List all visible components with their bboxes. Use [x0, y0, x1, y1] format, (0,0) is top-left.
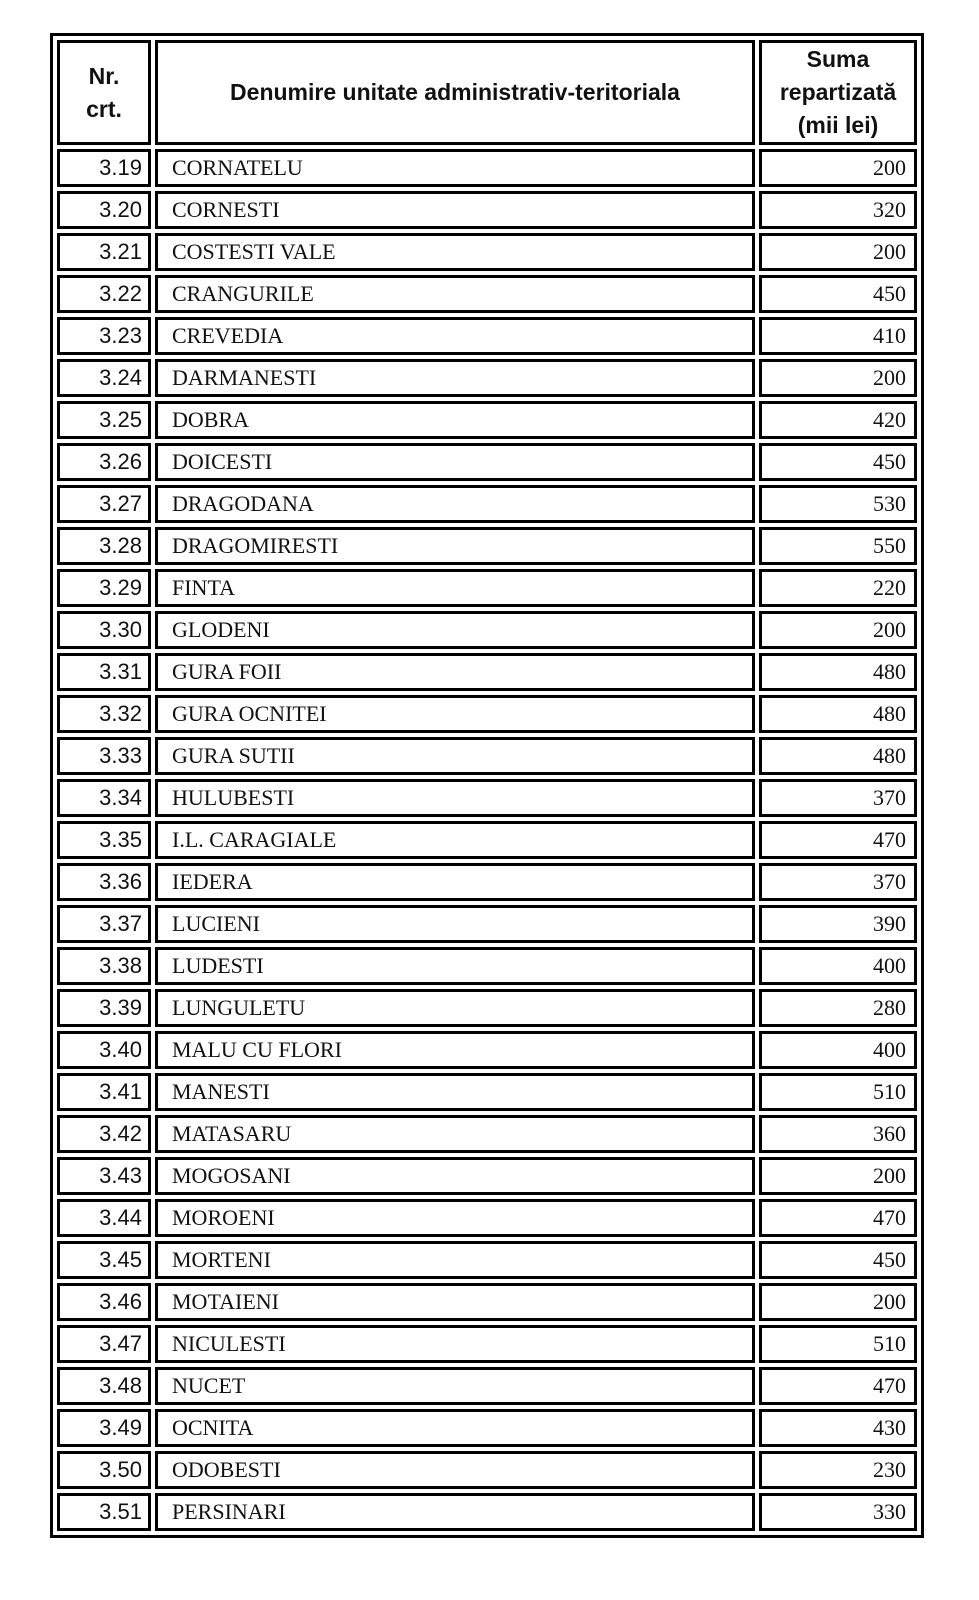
table-row	[57, 485, 917, 523]
row-nr: 3.22	[57, 275, 151, 313]
row-nr: 3.21	[57, 233, 151, 271]
row-nr: 3.40	[57, 1031, 151, 1069]
row-nr: 3.27	[57, 485, 151, 523]
row-name: OCNITA	[155, 1409, 755, 1447]
table-row	[57, 863, 917, 901]
row-sum: 480	[759, 695, 917, 733]
row-sum: 200	[759, 611, 917, 649]
row-name: CRANGURILE	[155, 275, 755, 313]
row-name: DOICESTI	[155, 443, 755, 481]
table-body	[57, 149, 917, 1531]
row-name: PERSINARI	[155, 1493, 755, 1531]
row-nr: 3.38	[57, 947, 151, 985]
row-nr: 3.20	[57, 191, 151, 229]
allocation-table	[50, 33, 924, 1538]
table-row	[57, 1325, 917, 1363]
row-name: CORNESTI	[155, 191, 755, 229]
table-row	[57, 443, 917, 481]
row-nr: 3.41	[57, 1073, 151, 1111]
row-sum: 430	[759, 1409, 917, 1447]
row-nr: 3.42	[57, 1115, 151, 1153]
row-sum: 480	[759, 653, 917, 691]
row-sum: 510	[759, 1073, 917, 1111]
row-name: FINTA	[155, 569, 755, 607]
row-nr: 3.33	[57, 737, 151, 775]
row-nr: 3.45	[57, 1241, 151, 1279]
row-name: MORTENI	[155, 1241, 755, 1279]
row-sum: 480	[759, 737, 917, 775]
header-sum-line2: repartizată	[779, 79, 897, 105]
table-row	[57, 1283, 917, 1321]
row-name: I.L. CARAGIALE	[155, 821, 755, 859]
row-sum: 320	[759, 191, 917, 229]
row-nr: 3.26	[57, 443, 151, 481]
row-nr: 3.47	[57, 1325, 151, 1363]
row-sum: 390	[759, 905, 917, 943]
table-row	[57, 401, 917, 439]
header-denumire: Denumire unitate administrativ-teritoriala	[155, 40, 755, 145]
row-nr: 3.32	[57, 695, 151, 733]
row-sum: 450	[759, 275, 917, 313]
row-name: DRAGOMIRESTI	[155, 527, 755, 565]
table-row	[57, 149, 917, 187]
table-row	[57, 569, 917, 607]
row-sum: 470	[759, 1367, 917, 1405]
table-row	[57, 1157, 917, 1195]
row-name: GURA FOII	[155, 653, 755, 691]
table-row	[57, 1493, 917, 1531]
table-row	[57, 275, 917, 313]
row-name: IEDERA	[155, 863, 755, 901]
row-nr: 3.29	[57, 569, 151, 607]
row-sum: 450	[759, 1241, 917, 1279]
row-nr: 3.30	[57, 611, 151, 649]
header-sum-line3: (mii lei)	[797, 112, 879, 138]
row-name: ODOBESTI	[155, 1451, 755, 1489]
row-name: DARMANESTI	[155, 359, 755, 397]
row-name: MOROENI	[155, 1199, 755, 1237]
row-nr: 3.25	[57, 401, 151, 439]
header-suma	[759, 40, 917, 145]
row-nr: 3.35	[57, 821, 151, 859]
row-nr: 3.43	[57, 1157, 151, 1195]
table-row	[57, 611, 917, 649]
row-sum: 510	[759, 1325, 917, 1363]
row-sum: 470	[759, 821, 917, 859]
row-sum: 400	[759, 1031, 917, 1069]
row-name: NICULESTI	[155, 1325, 755, 1363]
table-row	[57, 1241, 917, 1279]
row-nr: 3.19	[57, 149, 151, 187]
table-row	[57, 1073, 917, 1111]
row-nr: 3.39	[57, 989, 151, 1027]
header-sum-line1: Suma	[806, 46, 870, 72]
row-name: MOTAIENI	[155, 1283, 755, 1321]
row-name: LUCIENI	[155, 905, 755, 943]
table-row	[57, 653, 917, 691]
row-sum: 230	[759, 1451, 917, 1489]
table-row	[57, 1115, 917, 1153]
row-name: DOBRA	[155, 401, 755, 439]
row-nr: 3.34	[57, 779, 151, 817]
table-row	[57, 1451, 917, 1489]
row-sum: 370	[759, 863, 917, 901]
row-sum: 200	[759, 359, 917, 397]
row-sum: 420	[759, 401, 917, 439]
table-row	[57, 1031, 917, 1069]
header-nr-crt	[57, 40, 151, 145]
table-row	[57, 527, 917, 565]
row-name: LUNGULETU	[155, 989, 755, 1027]
table-header-row	[57, 40, 917, 145]
table-row	[57, 1409, 917, 1447]
table-row	[57, 989, 917, 1027]
row-name: DRAGODANA	[155, 485, 755, 523]
row-nr: 3.51	[57, 1493, 151, 1531]
row-sum: 410	[759, 317, 917, 355]
row-name: MOGOSANI	[155, 1157, 755, 1195]
row-sum: 220	[759, 569, 917, 607]
row-nr: 3.23	[57, 317, 151, 355]
table-row	[57, 359, 917, 397]
table-row	[57, 905, 917, 943]
row-name: MATASARU	[155, 1115, 755, 1153]
row-name: MALU CU FLORI	[155, 1031, 755, 1069]
row-sum: 530	[759, 485, 917, 523]
table-row	[57, 821, 917, 859]
row-nr: 3.48	[57, 1367, 151, 1405]
row-name: GURA SUTII	[155, 737, 755, 775]
table-row	[57, 779, 917, 817]
row-sum: 280	[759, 989, 917, 1027]
row-name: CORNATELU	[155, 149, 755, 187]
row-sum: 330	[759, 1493, 917, 1531]
row-nr: 3.44	[57, 1199, 151, 1237]
row-sum: 400	[759, 947, 917, 985]
row-nr: 3.37	[57, 905, 151, 943]
header-nr-line1: Nr.	[88, 62, 120, 89]
row-sum: 200	[759, 1283, 917, 1321]
header-nr-line2: crt.	[86, 95, 122, 122]
table-row	[57, 737, 917, 775]
row-nr: 3.36	[57, 863, 151, 901]
table-row	[57, 1199, 917, 1237]
row-sum: 450	[759, 443, 917, 481]
row-name: LUDESTI	[155, 947, 755, 985]
row-nr: 3.24	[57, 359, 151, 397]
row-name: HULUBESTI	[155, 779, 755, 817]
row-nr: 3.46	[57, 1283, 151, 1321]
table-row	[57, 233, 917, 271]
row-sum: 370	[759, 779, 917, 817]
row-name: GURA OCNITEI	[155, 695, 755, 733]
row-nr: 3.50	[57, 1451, 151, 1489]
row-nr: 3.28	[57, 527, 151, 565]
row-name: MANESTI	[155, 1073, 755, 1111]
row-name: COSTESTI VALE	[155, 233, 755, 271]
table-row	[57, 191, 917, 229]
row-sum: 470	[759, 1199, 917, 1237]
row-name: GLODENI	[155, 611, 755, 649]
table-row	[57, 1367, 917, 1405]
table-row	[57, 947, 917, 985]
row-sum: 200	[759, 149, 917, 187]
row-sum: 550	[759, 527, 917, 565]
row-sum: 360	[759, 1115, 917, 1153]
row-name: NUCET	[155, 1367, 755, 1405]
table-row	[57, 317, 917, 355]
row-name: CREVEDIA	[155, 317, 755, 355]
row-sum: 200	[759, 233, 917, 271]
row-nr: 3.49	[57, 1409, 151, 1447]
row-sum: 200	[759, 1157, 917, 1195]
table-row	[57, 695, 917, 733]
row-nr: 3.31	[57, 653, 151, 691]
